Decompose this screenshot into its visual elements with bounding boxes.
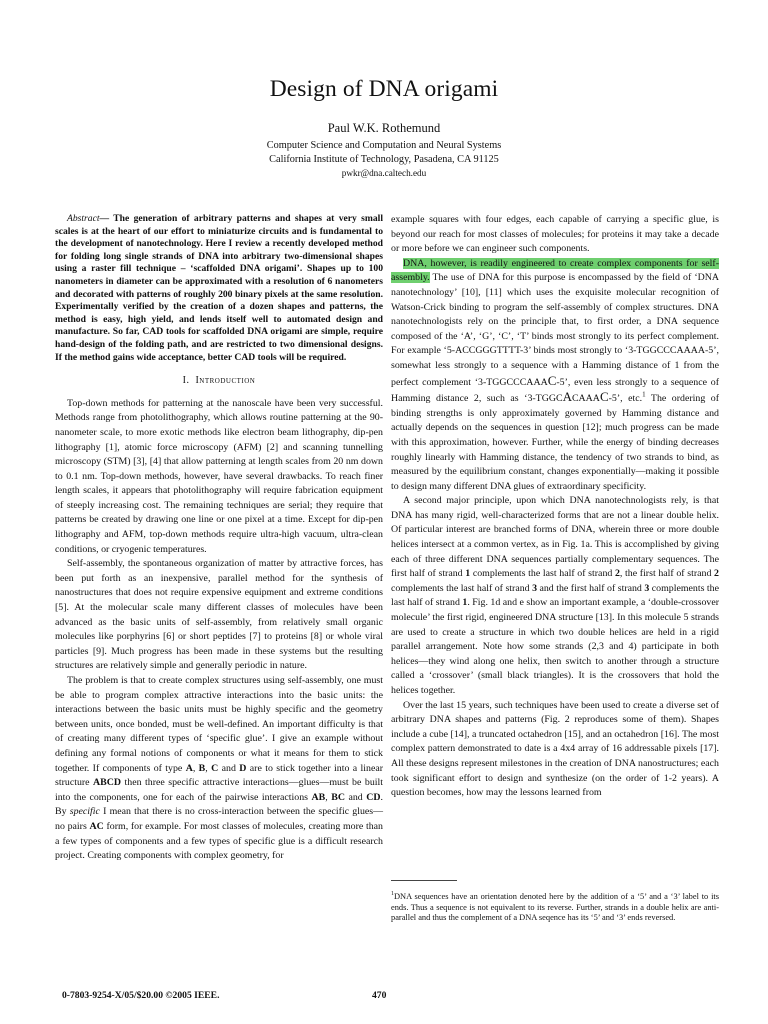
bold-term: 1 [462, 597, 468, 609]
bold-term: AC [89, 820, 104, 832]
abstract-heading: Abstract [67, 213, 100, 224]
affiliation-institution: California Institute of Technology, Pasadena, CA 91125 [269, 154, 499, 165]
footnote-text: DNA sequences have an orientation denoted here by the addition of a ‘5’ and a ‘3’ label to its ends. Thus a sequence is not equivalent to its reverse. Further, strands in a double helix are anti-parallel and thus the complement of a DNA seqence has its ‘5’ and ‘3’ ends reversed. [391, 892, 719, 923]
section-title: Introduction [195, 375, 256, 387]
author-name: Paul W.K. Rothemund [327, 121, 441, 135]
copyright-notice: 0-7803-9254-X/05/$20.00 ©2005 IEEE. [62, 990, 220, 1001]
text-run: I mean that there is no cross-interaction between the specific glues—no pairs [55, 806, 383, 832]
text-run: A second major principle, upon which DNA nanotechnologists rely, is that DNA has many rigid, well-characterized forms that are not a linear double helix. Of particular interest are branched forms of DNA, wherein three or more double helices intersect at a common vertex, as in Fig. 1a. This is accomplished by giving each of three different DNA sequences partially complementary sequences. The first half of strand [391, 495, 719, 580]
text-run: , [325, 791, 332, 803]
section-number: I. [182, 375, 190, 387]
intro-paragraph-1: Top-down methods for patterning at the nanoscale have been very successful. Methods range from photolithography, which allows routine patterning at the 90-nanometer scale, to more exotic methods like electron beam lithography, dip-pen lithography [1], atomic force microscopy (AFM) [2] and scanning tunnelling microscopy (STM) [3], [4] that allow patterning at length scales from 20 nm down to 0.1 nm. Top-down methods, however, have several drawbacks. To reach finer length scales, it appears that photolithography will require fabrication equipment of steeply increasing cost. The remaining techniques are serial; they require that patterns be created by drawing one line or one pixel at a time. Except for dip-pen lithography and AFM, top-down methods require ultra-high vacuum, ultra-clean conditions, or cryogenic temperatures. [55, 397, 383, 555]
section-heading [55, 374, 383, 389]
text-run: . Fig. 1d and e show an important example, a ‘double-crossover molecule’ the first rigid, engineered DNA structure [13]. In this molecule 5 strands are used to create a structure in which two double helices are held in a rigid parallel arrangement. Note how some strands (2,3 and 4) participate in both helices—they wind along one helix, then switch to another through a structure called a ‘crossover’ (small black triangles). It is the crossovers that hold the helices together. [391, 597, 719, 696]
text-run: are to stick together into a linear structure [55, 762, 383, 789]
intro-paragraph-3 [55, 674, 383, 864]
text-run: , the first half of strand [619, 568, 715, 580]
body-paragraph-continued: example squares with four edges, each capable of carrying a specific glue, is beyond our reach for most classes of molecules; for proteins it may take a decade or more before we can engineer such components. [391, 214, 719, 255]
footnote-mark: 1 [391, 891, 394, 898]
abstract [55, 213, 383, 364]
text-run: The ordering of binding strengths is only approximately governed by Hamming distance and actually depends on the sequences in question [12]; much progress can be made with this approximation, however. Further, while the energy of binding decreases roughly linearly with Hamming distance, the tendency of two strands to bind, as measured by the equilibrium constant, changes exponentially—making it possible to design many different DNA glues of extraordinary specificity. [391, 393, 719, 492]
bold-term: 3 [532, 582, 537, 594]
text-run: then three specific attractive interactions—glues—must be built into the components, one for each of the pairwise interactions [55, 777, 383, 803]
text-run: The use of DNA for this purpose is encompassed by the field of ‘DNA nanotechnology’ [10], [11] which uses the exquisite molecular recognition of Watson-Crick binding to program the self-assembly of complex structures. DNA nanotechnologists rely on the principle that, to first order, a DNA sequence composed of the ‘A’, ‘G’, ‘C’, ‘T’ binds most strongly to its perfect complement. For example ‘5-ACCGGGTTTT-3’ binds most strongly to ‘3-TGGCCCAAAA-5’, somewhat less strongly to a sequence with a Hamming distance of 1 from the perfect complement ‘3-TGGCCCAAA [391, 272, 719, 388]
text-run: and the first half of strand [537, 582, 645, 594]
bold-term: CD [366, 791, 381, 803]
mismatch-letter: C [599, 389, 609, 405]
text-run: . By [55, 791, 383, 818]
text-run: and [344, 791, 367, 803]
italic-term: specific [69, 806, 100, 818]
bold-term: C [211, 762, 219, 774]
footnote-reference[interactable]: 1 [642, 390, 646, 399]
paper-title: Design of DNA origami [269, 76, 499, 102]
bold-term: BC [331, 791, 345, 803]
affiliation-department: Computer Science and Computation and Neural Systems [266, 140, 502, 151]
text-run: , [192, 762, 199, 774]
text-run: complements the last half of strand [391, 582, 533, 594]
left-column [55, 213, 383, 864]
text-run: The problem is that to create complex structures using self-assembly, one must be able to program complex attractive interactions into the basic units: the interactions between the basic units must be highly specific and the geometry between units, once bonded, must be well-defined. An important difficulty is that of creating many different types of ‘specific glue’. I give an example without defining any formal notions of components or what it means for them to stick together. If components of type [55, 675, 383, 774]
footnote-divider [391, 880, 457, 881]
footnote [391, 892, 719, 924]
bold-term: ABCD [93, 777, 122, 789]
text-run: -5’, even less strongly to a sequence of Hamming distance 2, such as ‘3-TGGC [391, 376, 719, 405]
text-run: CAAA [571, 393, 600, 405]
bold-term: B [198, 762, 206, 774]
body-paragraph-branched [391, 494, 719, 698]
intro-paragraph-2: Self-assembly, the spontaneous organization of matter by attractive forces, has been put forth as an inexpensive, parallel method for the synthesis of nanostructures that does not require expensive equipment and extreme conditions [5]. At the molecular scale many different classes of molecules have been advanced as the basic units of self-assembly, from relatively small organic molecules like porphyrins [6] or short peptides [7] to proteins [8] or whole viral particles [9]. Much progress has been made in these systems but the resulting structures are relatively simple and generally periodic in nature. [55, 558, 383, 672]
text-run: form, for example. For most classes of molecules, creating more than a few types of components and a few types of specific glue is a difficult research project. Creating components with complex geometry, for [55, 820, 383, 862]
text-run: complements the last half of strand [470, 568, 615, 580]
abstract-text: The generation of arbitrary patterns and shapes at very small scales is at the heart of our effort to miniaturize circuits and is fundamental to the development of nanotechnology. Here I review a recently developed method for folding long single strands of DNA into arbitrary two-dimensional shapes using a raster fill technique – ‘scaffolded DNA origami’. Shapes up to 100 nanometers in diameter can be approximated with a resolution of 6 nanometers and decorated with patterns of roughly 200 binary pixels at the same resolution. Experimentally verified by the creation of a dozen shapes and patterns, the method is easy, high yield, and lends itself well to automated design and manufacture. So far, CAD tools for scaffolded DNA origami are simple, require hand-design of the folding path, and are restricted to two dimensional designs. If the method gains wide acceptance, better CAD tools will be required. [55, 213, 383, 363]
text-run: complements the last half of strand [391, 582, 719, 609]
page-number: 470 [372, 990, 387, 1001]
body-paragraph-dna [391, 257, 719, 495]
text-run: -5’, etc. [608, 393, 643, 405]
text-run: , [205, 762, 212, 774]
abstract-dash: — [99, 213, 114, 224]
bold-term: 2 [614, 568, 620, 580]
bold-term: D [239, 762, 247, 774]
text-run: and [218, 762, 240, 774]
bold-term: 2 [714, 568, 719, 580]
bold-term: 1 [465, 568, 471, 580]
bold-term: 3 [644, 582, 650, 594]
mismatch-letter: A [562, 389, 572, 405]
right-column [391, 213, 719, 801]
bold-term: A [185, 762, 193, 774]
body-paragraph-history: Over the last 15 years, such techniques have been used to create a diverse set of arbitrary DNA shapes and patterns (Fig. 2 reproduces some of them). Shapes include a cube [14], a truncated octahedron [15], and an octahedron [16]. The most complex pattern demonstrated to date is a 4x4 array of 16 addressable pixels [17]. All these designs represent milestones in the creation of DNA nanostructures; each took significant effort to design and synthesize (on the order of 1-2 years). A question becomes, how may the lessons learned from [391, 699, 719, 799]
mismatch-letter: C [547, 372, 557, 388]
bold-term: AB [311, 791, 326, 803]
highlighted-text[interactable]: DNA, however, is readily engineered to create complex components for self-assembly. [391, 257, 719, 284]
author-email: pwkr@dna.caltech.edu [341, 168, 427, 178]
